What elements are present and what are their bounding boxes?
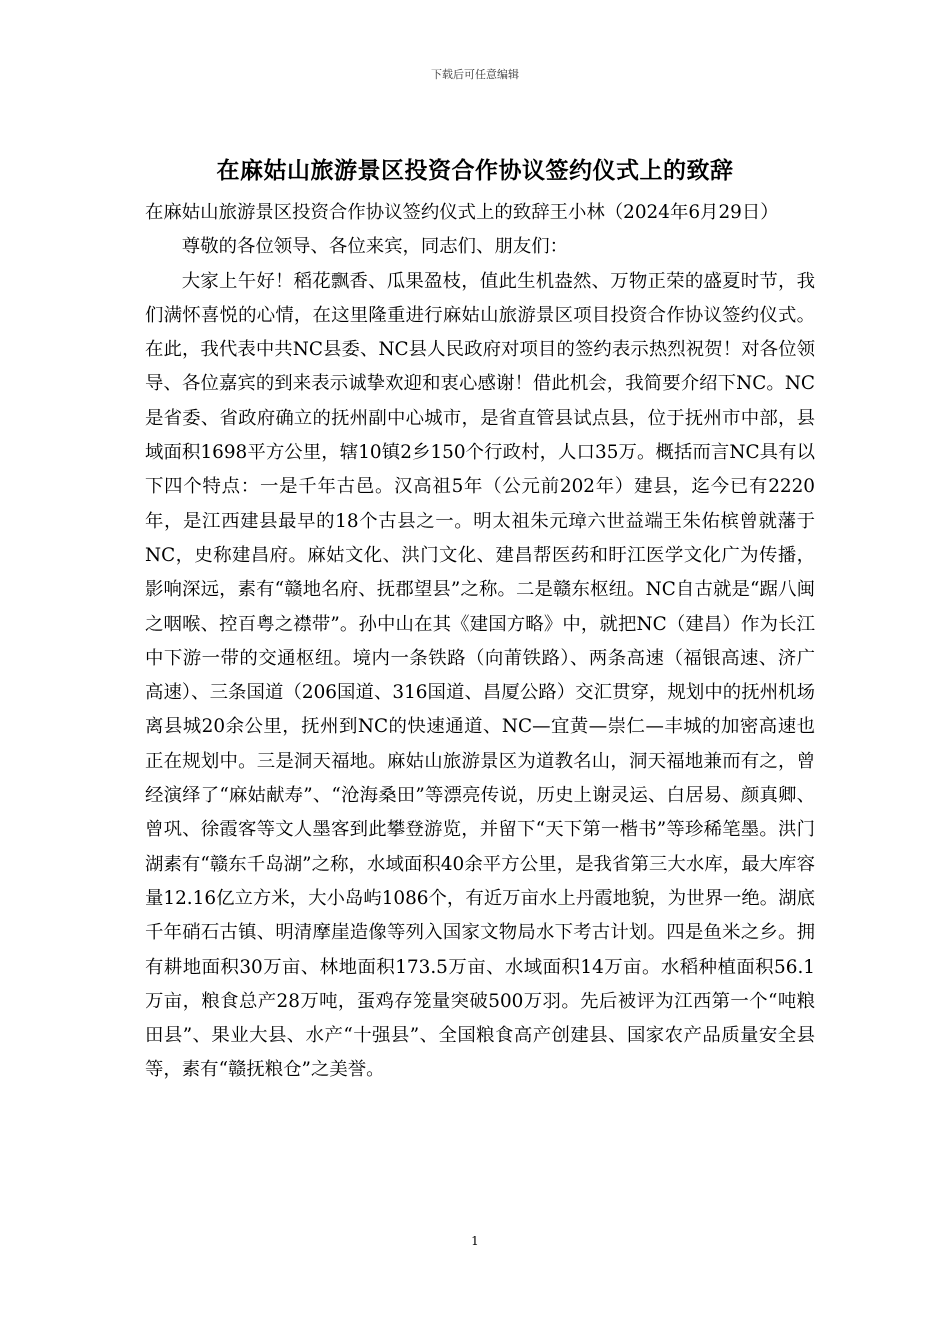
document-title: 在麻姑山旅游景区投资合作协议签约仪式上的致辞: [216, 158, 734, 184]
document-subtitle: 在麻姑山旅游景区投资合作协议签约仪式上的致辞王小林（2024年6月29日）: [145, 202, 779, 223]
header-note: 下载后可任意编辑: [431, 68, 519, 81]
page-number: 1: [471, 1234, 479, 1248]
body-paragraph: 大家上午好！稻花飘香、瓜果盈枝，值此生机盎然、万物正荣的盛夏时节，我们满怀喜悦的心情，在这里隆重进行麻姑山旅游景区项目投资合作协议签约仪式。在此，我代表中共NC县委、NC县人民政府对项目的签约表示热烈祝贺！对各位领导、各位嘉宾的到来表示诚挚欢迎和衷心感谢！借此机会，我简要介绍下NC。NC是省委、省政府确立的抚州副中心城市，是省直管县试点县，位于抚州市中部，县域面积1698平方公里，辖10镇2乡150个行政村，人口35万。概括而言NC具有以下四个特点：一是千年古邑。汉高祖5年（公元前202年）建县，迄今已有2220年，是江西建县最早的18个古县之一。明太祖朱元璋六世益端王朱佑槟曾就藩于NC，史称建昌府。麻姑文化、洪门文化、建昌帮医药和盱江医学文化广为传播，影响深远，素有“赣地名府、抚郡望县”之称。二是赣东枢纽。NC自古就是“踞八闽之咽喉、控百粤之襟带”。孙中山在其《建国方略》中，就把NC（建昌）作为长江中下游一带的交通枢纽。境内一条铁路（向莆铁路）、两条高速（福银高速、济广高速）、三条国道（206国道、316国道、昌厦公路）交汇贯穿，规划中的抚州机场离县城20余公里，抚州到NC的快速通道、NC—宜黄—崇仁—丰城的加密高速也正在规划中。三是洞天福地。麻姑山旅游景区为道教名山，洞天福地兼而有之，曾经演绎了“麻姑献寿”、“沧海桑田”等漂亮传说，历史上谢灵运、白居易、颜真卿、曾巩、徐霞客等文人墨客到此攀登游览，并留下“天下第一楷书”等珍稀笔墨。洪门湖素有“赣东千岛湖”之称，水域面积40余平方公里，是我省第三大水库，最大库容量12.16亿立方米，大小岛屿1086个，有近万亩水上丹霞地貌，为世界一绝。湖底千年硝石古镇、明清摩崖造像等列入国家文物局水下考古计划。四是鱼米之乡。拥有耕地面积30万亩、林地面积173.5万亩、水域面积14万亩。水稻种植面积56.1万亩，粮食总产28万吨，蛋鸡存笼量突破500万羽。先后被评为江西第一个“吨粮田县”、果业大县、水产“十强县”、全国粮食高产创建县、国家农产品质量安全县等，素有“赣抚粮仓”之美誉。: [145, 270, 815, 1081]
salutation: 尊敬的各位领导、各位来宾，同志们、朋友们：: [181, 236, 569, 258]
document-body: [145, 196, 815, 1088]
